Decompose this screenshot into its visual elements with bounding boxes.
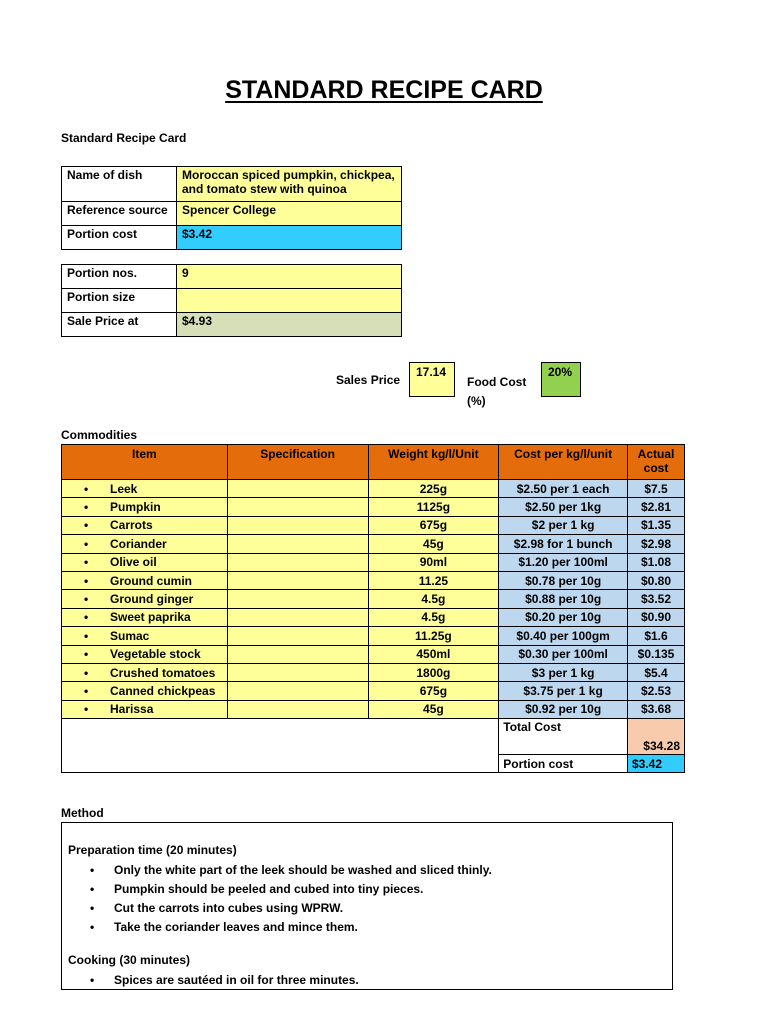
card-subtitle: Standard Recipe Card <box>61 131 187 145</box>
dish-name-value: Moroccan spiced pumpkin, chickpea, and tomato stew with quinoa <box>177 167 402 202</box>
commodity-row <box>62 498 685 516</box>
commodity-weight: 11.25g <box>368 627 499 645</box>
commodity-row <box>62 590 685 608</box>
commodity-item: • Harissa <box>62 700 228 718</box>
commodity-weight: 675g <box>368 682 499 700</box>
commodities-body <box>62 480 685 719</box>
commodity-unit-cost: $1.20 per 100ml <box>499 553 628 571</box>
sale-price-row <box>62 313 402 337</box>
portion-nos-label: Portion nos. <box>62 265 177 289</box>
commodities-heading: Commodities <box>61 428 138 442</box>
commodity-actual-cost: $2.98 <box>628 535 685 553</box>
commodity-specification <box>227 480 368 498</box>
header-actual-cost: Actual cost <box>628 445 685 480</box>
commodity-actual-cost: $3.68 <box>628 700 685 718</box>
commodity-row <box>62 663 685 681</box>
reference-value: Spencer College <box>177 202 402 226</box>
cook-title: Cooking (30 minutes) <box>68 953 191 967</box>
food-cost-label: Food Cost (%) <box>467 375 527 408</box>
dish-name-label: Name of dish <box>62 167 177 202</box>
commodity-row <box>62 516 685 534</box>
commodity-specification <box>227 571 368 589</box>
commodity-row <box>62 700 685 718</box>
commodity-weight: 1800g <box>368 663 499 681</box>
method-step: • Take the coriander leaves and mince them. <box>114 918 666 937</box>
reference-label: Reference source <box>62 202 177 226</box>
commodities-table <box>61 444 685 773</box>
commodity-specification <box>227 535 368 553</box>
commodity-actual-cost: $5.4 <box>628 663 685 681</box>
commodity-item: • Vegetable stock <box>62 645 228 663</box>
commodity-row <box>62 571 685 589</box>
commodity-row <box>62 608 685 626</box>
commodity-actual-cost: $1.08 <box>628 553 685 571</box>
commodity-row <box>62 682 685 700</box>
commodity-actual-cost: $0.90 <box>628 608 685 626</box>
commodity-unit-cost: $2.50 per 1kg <box>499 498 628 516</box>
commodity-weight: 4.5g <box>368 590 499 608</box>
total-cost-value: $34.28 <box>628 719 685 755</box>
commodity-weight: 675g <box>368 516 499 534</box>
page-title: STANDARD RECIPE CARD <box>225 76 543 104</box>
commodities-header-row <box>62 445 685 480</box>
commodity-weight: 45g <box>368 700 499 718</box>
commodity-item: • Pumpkin <box>62 498 228 516</box>
portion-cost-row <box>62 226 402 250</box>
commodity-item: • Ground ginger <box>62 590 228 608</box>
commodity-actual-cost: $1.6 <box>628 627 685 645</box>
commodity-unit-cost: $0.88 per 10g <box>499 590 628 608</box>
commodity-specification <box>227 498 368 516</box>
commodity-weight: 450ml <box>368 645 499 663</box>
commodity-unit-cost: $0.20 per 10g <box>499 608 628 626</box>
commodity-specification <box>227 700 368 718</box>
commodity-item: • Carrots <box>62 516 228 534</box>
method-box <box>61 822 673 990</box>
reference-row <box>62 202 402 226</box>
commodity-unit-cost: $3 per 1 kg <box>499 663 628 681</box>
commodity-actual-cost: $0.135 <box>628 645 685 663</box>
prep-title: Preparation time (20 minutes) <box>68 843 237 857</box>
method-step: • Only the white part of the leek should be washed and sliced thinly. <box>114 861 666 880</box>
commodity-item: • Canned chickpeas <box>62 682 228 700</box>
commodity-unit-cost: $0.30 per 100ml <box>499 645 628 663</box>
commodity-row <box>62 645 685 663</box>
commodity-unit-cost: $2.98 for 1 bunch <box>499 535 628 553</box>
commodity-weight: 45g <box>368 535 499 553</box>
commodity-item: • Olive oil <box>62 553 228 571</box>
footer-blank <box>62 719 499 773</box>
header-item: Item <box>62 445 228 480</box>
sales-price-label: Sales Price <box>336 373 401 387</box>
commodity-unit-cost: $0.78 per 10g <box>499 571 628 589</box>
commodity-unit-cost: $2 per 1 kg <box>499 516 628 534</box>
sale-price-label: Sale Price at <box>62 313 177 337</box>
commodity-item: • Ground cumin <box>62 571 228 589</box>
commodity-weight: 11.25 <box>368 571 499 589</box>
method-heading: Method <box>61 806 104 820</box>
commodity-specification <box>227 608 368 626</box>
sales-price-value: 17.14 <box>409 362 455 397</box>
commodity-item: • Crushed tomatoes <box>62 663 228 681</box>
dish-name-row <box>62 167 402 202</box>
method-step: • Pumpkin should be peeled and cubed into tiny pieces. <box>114 880 666 899</box>
commodity-specification <box>227 645 368 663</box>
commodity-item: • Sumac <box>62 627 228 645</box>
commodity-specification <box>227 590 368 608</box>
portion-size-value <box>177 289 402 313</box>
commodity-weight: 90ml <box>368 553 499 571</box>
commodity-specification <box>227 663 368 681</box>
commodity-unit-cost: $3.75 per 1 kg <box>499 682 628 700</box>
commodity-actual-cost: $2.53 <box>628 682 685 700</box>
commodity-specification <box>227 682 368 700</box>
header-weight: Weight kg/l/Unit <box>368 445 499 480</box>
header-unit-cost: Cost per kg/l/unit <box>499 445 628 480</box>
commodity-row <box>62 480 685 498</box>
commodity-specification <box>227 627 368 645</box>
commodity-item: • Sweet paprika <box>62 608 228 626</box>
footer-portion-cost-label: Portion cost <box>499 755 628 773</box>
method-step: • Spices are sautéed in oil for three minutes. <box>114 971 666 990</box>
commodity-unit-cost: $2.50 per 1 each <box>499 480 628 498</box>
dish-info-table <box>61 166 402 250</box>
commodity-actual-cost: $1.35 <box>628 516 685 534</box>
commodity-unit-cost: $0.92 per 10g <box>499 700 628 718</box>
commodity-actual-cost: $0.80 <box>628 571 685 589</box>
header-specification: Specification <box>227 445 368 480</box>
commodity-actual-cost: $3.52 <box>628 590 685 608</box>
portion-cost-label: Portion cost <box>62 226 177 250</box>
portion-cost-value: $3.42 <box>177 226 402 250</box>
commodity-actual-cost: $2.81 <box>628 498 685 516</box>
commodity-weight: 225g <box>368 480 499 498</box>
cook-steps-list <box>68 971 666 990</box>
commodity-row <box>62 535 685 553</box>
total-cost-label: Total Cost <box>499 719 628 755</box>
portion-nos-row <box>62 265 402 289</box>
portion-size-label: Portion size <box>62 289 177 313</box>
commodity-specification <box>227 553 368 571</box>
food-cost-value: 20% <box>541 362 581 397</box>
commodity-weight: 4.5g <box>368 608 499 626</box>
commodity-item: • Coriander <box>62 535 228 553</box>
commodity-row <box>62 553 685 571</box>
portion-nos-value: 9 <box>177 265 402 289</box>
commodity-specification <box>227 516 368 534</box>
commodity-unit-cost: $0.40 per 100gm <box>499 627 628 645</box>
commodity-row <box>62 627 685 645</box>
commodity-actual-cost: $7.5 <box>628 480 685 498</box>
portion-size-row <box>62 289 402 313</box>
sale-price-value: $4.93 <box>177 313 402 337</box>
prep-steps-list <box>68 861 666 937</box>
commodity-weight: 1125g <box>368 498 499 516</box>
total-cost-row <box>62 719 685 755</box>
footer-portion-cost-value: $3.42 <box>628 755 685 773</box>
method-step: • Cut the carrots into cubes using WPRW. <box>114 899 666 918</box>
commodity-item: • Leek <box>62 480 228 498</box>
portion-table <box>61 264 402 337</box>
